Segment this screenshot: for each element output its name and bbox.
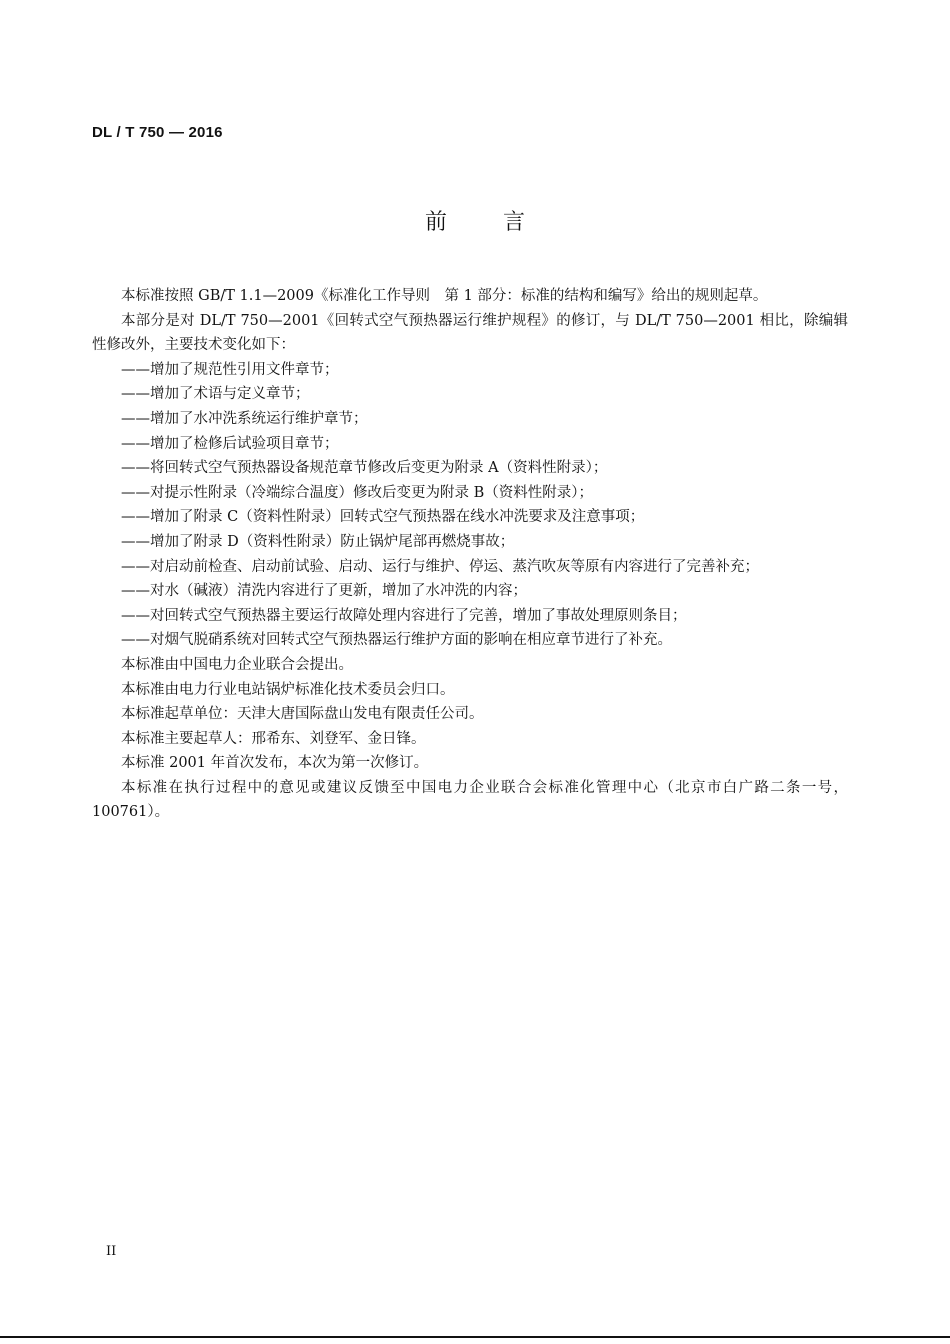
change-item: ——对启动前检查、启动前试验、启动、运行与维护、停运、蒸汽吹灰等原有内容进行了完善补充；	[121, 558, 759, 575]
change-item: ——增加了规范性引用文件章节；	[121, 361, 339, 378]
change-item: ——对提示性附录（冷端综合温度）修改后变更为附录 B（资料性附录）；	[121, 484, 594, 501]
change-item: ——对水（碱液）清洗内容进行了更新，增加了水冲洗的内容；	[121, 583, 527, 600]
paragraph-drafters: 本标准主要起草人：邢希东、刘登军、金日锋。	[121, 730, 426, 747]
change-item: ——将回转式空气预热器设备规范章节修改后变更为附录 A（资料性附录）；	[121, 460, 608, 477]
page-number: II	[106, 1244, 117, 1259]
paragraph-release-history: 本标准 2001 年首次发布，本次为第一次修订。	[121, 755, 429, 772]
paragraph-technical-committee: 本标准由电力行业电站锅炉标准化技术委员会归口。	[121, 681, 455, 698]
page-title	[0, 205, 950, 236]
paragraph-drafting-unit: 本标准起草单位：天津大唐国际盘山发电有限责任公司。	[121, 706, 484, 723]
bottom-rule	[0, 1336, 950, 1338]
change-item: ——对烟气脱硝系统对回转式空气预热器运行维护方面的影响在相应章节进行了补充。	[121, 632, 672, 649]
change-item: ——增加了检修后试验项目章节；	[121, 435, 339, 452]
paragraph-feedback: 本标准在执行过程中的意见或建议反馈至中国电力企业联合会标准化管理中心（北京市白广路二条一号，100761）。	[92, 779, 848, 821]
paragraph-drafting-rules: 本标准按照 GB/T 1.1—2009《标准化工作导则 第 1 部分：标准的结构和编写》给出的规则起草。	[121, 288, 768, 304]
change-item: ——增加了术语与定义章节；	[121, 386, 310, 403]
standard-code: DL / T 750 — 2016	[92, 124, 223, 141]
change-item: ——增加了附录 D（资料性附录）防止锅炉尾部再燃烧事故；	[121, 533, 515, 550]
foreword-body	[92, 284, 848, 825]
change-item: ——增加了附录 C（资料性附录）回转式空气预热器在线水冲洗要求及注意事项；	[121, 509, 645, 526]
page-title-char-2: 言	[503, 210, 526, 235]
change-item: ——增加了水冲洗系统运行维护章节；	[121, 410, 368, 427]
paragraph-revision-summary: 本部分是对 DL/T 750—2001《回转式空气预热器运行维护规程》的修订，与 DL/T 750—2001 相比，除编辑性修改外，主要技术变化如下：	[92, 312, 848, 354]
change-item: ——对回转式空气预热器主要运行故障处理内容进行了完善，增加了事故处理原则条目；	[121, 607, 687, 624]
paragraph-proposer: 本标准由中国电力企业联合会提出。	[121, 656, 353, 673]
page-title-char-1: 前	[424, 210, 447, 235]
